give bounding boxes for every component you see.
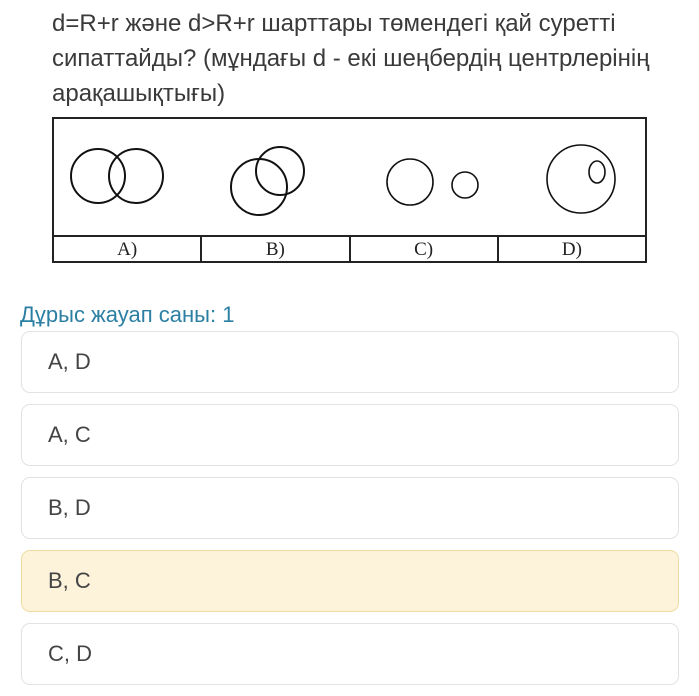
- option-b-d[interactable]: B, D: [21, 477, 679, 539]
- circle-b-right: [256, 147, 304, 195]
- option-b-c[interactable]: B, C: [21, 550, 679, 612]
- option-c-d[interactable]: C, D: [21, 623, 679, 685]
- figure-label-c: C): [351, 237, 499, 263]
- circle-c-big: [387, 159, 433, 205]
- circle-b-left: [231, 159, 287, 215]
- circles-drawing: [54, 119, 645, 235]
- figure-label-d: D): [561, 239, 582, 260]
- circle-a-right: [109, 149, 163, 203]
- circles-figure: [52, 117, 647, 263]
- circle-d-small: [589, 161, 605, 183]
- circle-d-big: [547, 145, 615, 213]
- figure-label-a: A): [54, 237, 202, 263]
- circle-c-small: [452, 172, 478, 198]
- answer-options: [21, 331, 679, 696]
- question-text: d=R+r және d>R+r шарттары төмендегі қай суретті сипаттайды? (мұндағы d - екі шеңбердің центрлерінің арақашықтығы): [52, 10, 650, 107]
- figure-label-b: B): [202, 237, 350, 263]
- figure-label-row: [54, 235, 645, 263]
- option-a-d[interactable]: A, D: [21, 331, 679, 393]
- answer-count-label: Дұрыс жауап саны: 1: [20, 302, 235, 327]
- option-a-c[interactable]: A, C: [21, 404, 679, 466]
